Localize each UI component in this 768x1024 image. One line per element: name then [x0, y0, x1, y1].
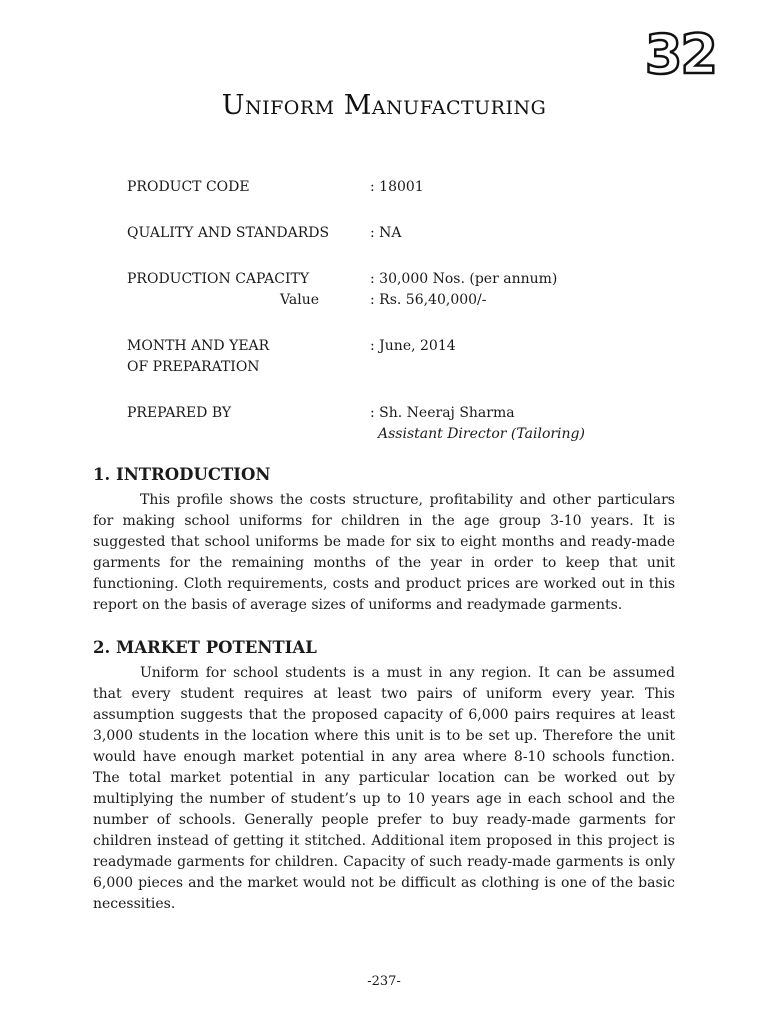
meta-row-prepared-by [127, 403, 687, 445]
meta-row-product-code [127, 177, 687, 198]
section-introduction [93, 464, 675, 616]
page-number: -237- [367, 974, 401, 989]
meta-label: PRODUCT CODE [127, 179, 250, 195]
meta-row-value [127, 290, 687, 311]
meta-value: : June, 2014 [370, 338, 456, 354]
section-body: This profile shows the costs structure, profitability and other particulars for making school uniforms for children in the age group 3-10 years. It is suggested that school uniforms be made for six to eight months and ready-made garments for the remaining months of the year in order to keep that unit functioning. Cloth requirements, costs and product prices are worked out in this report on the basis of average sizes of uniforms and readymade garments. [93, 492, 675, 613]
preparer-name: : Sh. Neeraj Sharma [370, 405, 515, 421]
meta-row-month-year [127, 336, 687, 378]
meta-value: : 30,000 Nos. (per annum) [370, 271, 558, 287]
meta-label: PREPARED BY [127, 405, 232, 421]
product-metadata [127, 177, 687, 470]
chapter-number: 32 [644, 23, 716, 86]
page-title: Uniform Manufacturing [221, 90, 547, 121]
meta-value: : NA [370, 225, 402, 241]
meta-value: : 18001 [370, 179, 424, 195]
section-heading: 2. MARKET POTENTIAL [93, 638, 317, 657]
meta-label [127, 336, 370, 378]
meta-row-capacity [127, 269, 687, 290]
meta-label: PRODUCTION CAPACITY [127, 271, 310, 287]
meta-label: Value [280, 292, 319, 308]
meta-row-quality [127, 223, 687, 244]
meta-value: : Rs. 56,40,000/- [370, 292, 487, 308]
section-market-potential [93, 637, 675, 915]
section-body: Uniform for school students is a must in any region. It can be assumed that every student requires at least two pairs of uniform every year. This assumption suggests that the proposed capacity of 6,000 pairs requires at least 3,000 students in the location where this unit is to be set up. Therefore the unit would have enough market potential in any area where 8-10 schools function. The total market potential in any particular location can be worked out by multiplying the number of student’s up to 10 years age in each school and the number of schools. Generally people prefer to buy ready-made garments for children instead of getting it stitched. Additional item proposed in this project is readymade garments for children. Capacity of such ready-made garments is only 6,000 pieces and the market would not be difficult as clothing is one of the basic necessities. [93, 665, 675, 912]
preparer-designation: Assistant Director (Tailoring) [378, 426, 585, 442]
section-heading: 1. INTRODUCTION [93, 465, 271, 484]
meta-label-line: MONTH AND YEAR [127, 338, 270, 354]
meta-label-line: OF PREPARATION [127, 359, 260, 375]
meta-label: QUALITY AND STANDARDS [127, 225, 330, 241]
meta-value [370, 403, 687, 445]
